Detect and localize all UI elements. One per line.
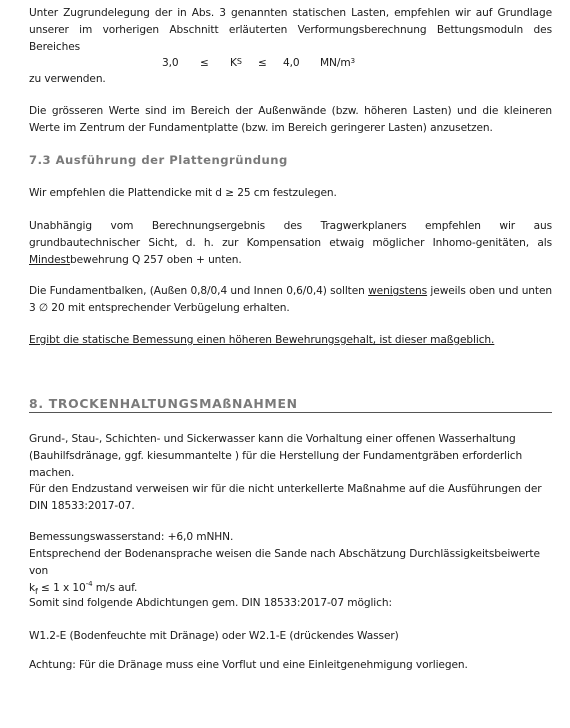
permeability-line: Entsprechend der Bodenansprache weisen die Sande nach Abschätzung Durchlässigkeitsbeiwerte von <box>29 548 540 577</box>
formula-symbol <box>230 57 242 69</box>
formula-operator-2: ≤ <box>258 57 267 69</box>
min-reinforcement-text-2: bewehrung Q 257 oben + unten. <box>70 254 242 266</box>
formula-symbol-sub: S <box>236 57 242 66</box>
intro-paragraph: Unter Zugrundelegung der in Abs. 3 genannten statischen Lasten, empfehlen wir auf Grundlage unserer im vorherigen Abschnitt erläuterten Verformungsberechnung Bettungsmoduln des Bereiches <box>29 7 552 53</box>
permeability-mid: ≤ 1 x 10 <box>37 582 86 594</box>
permeability-exponent: -4 <box>85 580 93 588</box>
formula-operator-1: ≤ <box>200 57 209 69</box>
formula-upper-bound: 4,0 <box>283 57 300 69</box>
min-reinforcement-underlined: Mindest <box>29 254 71 266</box>
final-state-paragraph <box>29 481 552 515</box>
foundation-beams-text-2: jeweils oben und unten 3 ∅ 20 mit entsprechender Verbügelung erhalten. <box>29 285 553 314</box>
min-reinforcement-text-1: Unabhängig vom Berechnungsergebnis des Tragwerkplaners empfehlen wir aus grundbautechnischer Sicht, d. h. zur Kompensation etwaig möglicher Inhomo-genitäten, als <box>29 220 552 249</box>
final-state-line-2: DIN 18533:2017-07. <box>29 500 135 512</box>
section-8-divider <box>29 412 552 413</box>
section-8-heading: 8. TROCKENHALTUNGSMAßNAHMEN <box>29 396 298 411</box>
sealing-options-intro: Somit sind folgende Abdichtungen gem. DIN 18533:2017-07 möglich: <box>29 597 392 609</box>
formula-symbol-k: K <box>230 57 237 69</box>
permeability-k: k <box>29 582 36 594</box>
formula-lower-bound: 3,0 <box>162 57 179 69</box>
use-text: zu verwenden. <box>29 73 106 85</box>
formula-unit <box>320 57 355 69</box>
final-state-line-1: Für den Endzustand verweisen wir für die nicht unterkellerte Maßnahme auf die Ausführungen der <box>29 483 542 495</box>
design-note-paragraph: Ergibt die statische Bemessung einen höheren Bewehrungsgehalt, ist dieser maßgeblich. <box>29 334 495 346</box>
min-reinforcement-paragraph <box>29 218 552 269</box>
values-note-paragraph: Die grösseren Werte sind im Bereich der Außenwände (bzw. höheren Lasten) und die kleineren Werte im Zentrum der Fundamentplatte (bzw. im Bereich geringerer Lasten) anzusetzen. <box>29 105 552 134</box>
formula-unit-sup: 3 <box>350 57 355 65</box>
foundation-beams-underlined: wenigstens <box>368 285 428 297</box>
design-water-level-line: Bemessungswasserstand: +6,0 mNHN. <box>29 531 234 543</box>
plate-thickness-paragraph: Wir empfehlen die Plattendicke mit d ≥ 25 cm festzulegen. <box>29 187 337 199</box>
design-water-level-paragraph <box>29 529 552 598</box>
formula-unit-base: MN/m <box>320 57 351 69</box>
foundation-beams-text-1: Die Fundamentbalken, (Außen 0,8/0,4 und Innen 0,6/0,4) sollten <box>29 285 369 297</box>
groundwater-paragraph: Grund-, Stau-, Schichten- und Sickerwasser kann die Vorhaltung einer offenen Wasserhaltung (Bauhilfsdränage, ggf. kiesummantelte ) für die Herstellung der Fundamentgräben erforderlich machen. <box>29 433 523 479</box>
section-7-3-heading: 7.3 Ausführung der Plattengründung <box>29 153 288 167</box>
permeability-k-sub: f <box>35 587 38 596</box>
foundation-beams-paragraph <box>29 283 552 317</box>
sealing-options-list: W1.2-E (Bodenfeuchte mit Dränage) oder W2.1-E (drückendes Wasser) <box>29 630 399 642</box>
permeability-end: m/s auf. <box>92 582 138 594</box>
drainage-warning: Achtung: Für die Dränage muss eine Vorflut und eine Einleitgenehmigung vorliegen. <box>29 659 468 671</box>
